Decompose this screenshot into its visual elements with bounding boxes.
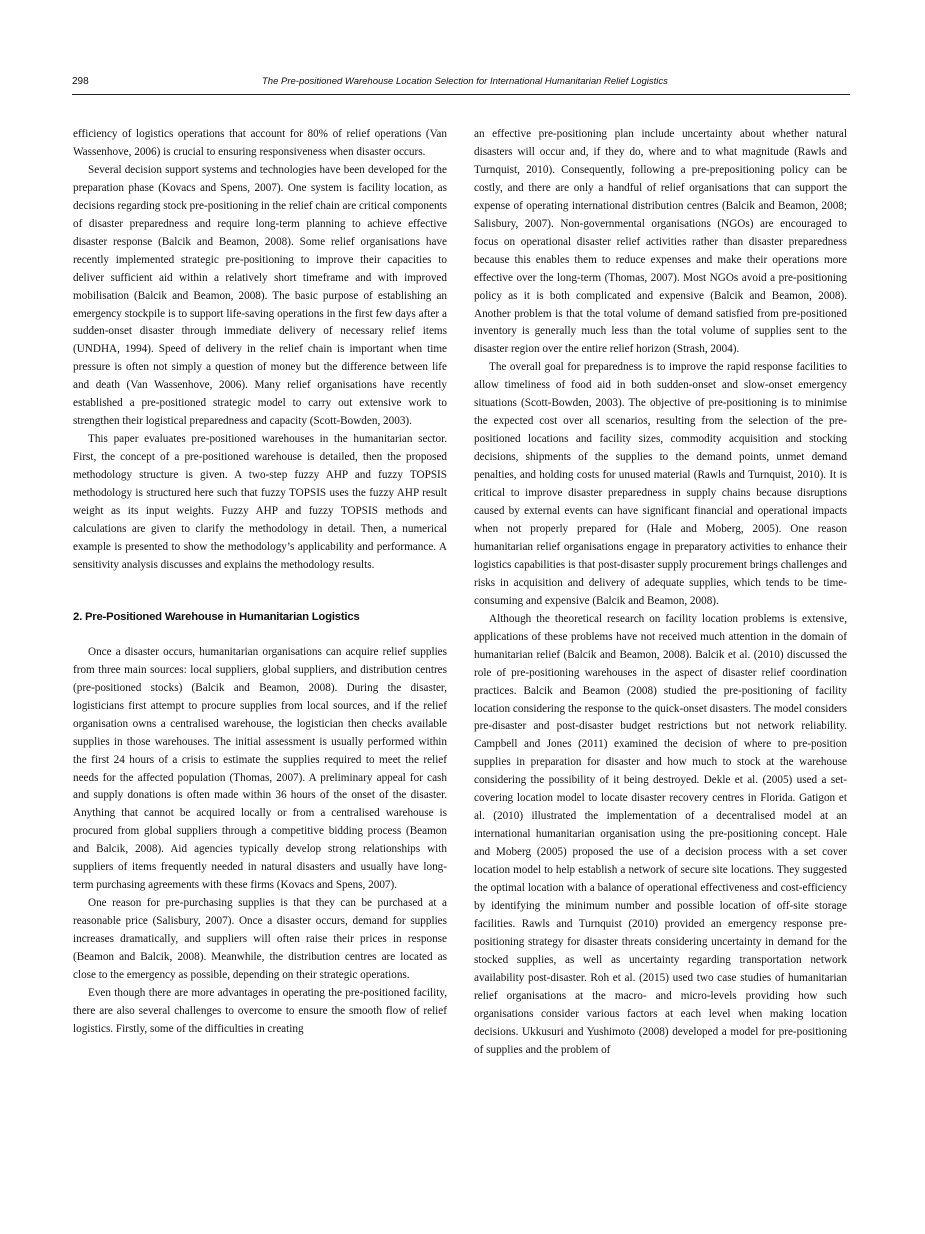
left-column bbox=[73, 126, 447, 1039]
page-header bbox=[72, 72, 850, 95]
paragraph: One reason for pre-purchasing supplies is that they can be purchased at a reasonable price (Salisbury, 2007). Once a disaster occurs, demand for supplies increases dramatically, and suppliers will often raise their prices in response (Beamon and Balcik, 2008). Meanwhile, the distribution centres are located as close to the emergency as possible, depending on their strategic operations. bbox=[73, 897, 447, 981]
paragraph: an effective pre-positioning plan include uncertainty about whether natural disasters will occur and, if they do, where and to what magnitude (Rawls and Turnquist, 2010). Consequently, following a pre-prepositioning policy can be costly, and there are only a handful of relief organisations that can support the expense of operating international distribution centres (Balcik and Beamon, 2008; Salisbury, 2007). Non-governmental organisations (NGOs) are encouraged to focus on operational disaster relief activities rather than disaster preparedness because this enables them to reduce expenses and make their operations more effective over the long-term (Thomas, 2007). Most NGOs avoid a pre-positioning policy as it is both complicated and expensive (Balcik and Beamon, 2008). Another problem is that the total volume of demand satisfied from pre-positioned inventory is generally much less than the total volume of supplies sent to the disaster region over the entire relief horizon (Strash, 2004). bbox=[474, 128, 847, 356]
paragraph: Several decision support systems and technologies have been developed for the preparation phase (Kovacs and Spens, 2007). One system is facility location, as decisions regarding stock pre-positioning in the relief chain are critical components of disaster preparedness and require long-term planning to achieve effective disaster response (Balcik and Beamon, 2008). Some relief organisations have recently implemented strategic pre-positioning to improve their capacities to deliver sufficient aid within a relatively short timeframe and with improved mobilisation (Balcik and Beamon, 2008). The basic purpose of establishing an emergency stockpile is to support life-saving operations in the first few days after a sudden-onset disaster through immediate delivery of necessary relief items (UNDHA, 1994). Speed of delivery in the relief chain is important when time pressure is often not simply a question of money but the difference between life and death (Van Wassenhove, 2006). Many relief organisations have recently established a pre-positioned strategic model to carry out extensive work to strengthen their logistical preparedness and capacity (Scott-Bowden, 2003). bbox=[73, 163, 447, 428]
page-number: 298 bbox=[72, 76, 89, 87]
paragraph: The overall goal for preparedness is to improve the rapid response facilities to allow timeliness of food aid in both sudden-onset and slow-onset emergency situations (Scott-Bowden, 2003). The objective of pre-positioning is to minimise the expected cost over all scenarios, resulting from the selection of the pre-positioned locations and facility sizes, commodity acquisition and stocking decisions, shipments of the supplies to the demand points, unmet demand penalties, and holding costs for unused material (Rawls and Turnquist, 2010). It is critical to improve disaster preparedness in supply chains because disruptions caused by external events can have significant financial and operational impacts when not properly prepared for (Hale and Moberg, 2005). One reason humanitarian relief organisations engage in preparatory activities to enhance their logistics capabilities is that post-disaster supply procurement brings challenges and risks in acquisition and delivery of adequate supplies, which tends to be time-consuming and expensive (Balcik and Beamon, 2008). bbox=[474, 361, 847, 607]
paragraph: Although the theoretical research on facility location problems is extensive, applications of these problems have not received much attention in the domain of humanitarian relief (Balcik and Beamon, 2008). Balcik et al. (2010) discussed the role of pre-positioning warehouses in the aspect of disaster relief coordination practices. Balcik and Beamon (2008) studied the pre-positioning of facility location considering the response to the quick-onset disasters. The model considers pre-disaster and post-disaster budget restrictions but not network reliability. Campbell and Jones (2011) examined the decision of where to pre-position supplies in preparation for disaster and how much to stock at the warehouse considering the possibility of it being destroyed. Dekle et al. (2005) used a set-covering location model to locate disaster recovery centres in Florida. Gatigon et al. (2010) illustrated the implementation of a decentralised model at an international humanitarian organisation using the pre-positioning concept. Hale and Moberg (2005) proposed the use of a decision process with a set cover location model to help establish a network of secure site locations. They suggested the optimal location with a balance of operational effectiveness and cost-efficiency by identifying the minimum number and possible location of off-site storage facilities. Rawls and Turnquist (2010) provided an emergency response pre-positioning strategy for disaster threats considering uncertainty in demand for the stocked supplies, as well as uncertainty regarding transportation network availability post-disaster. Roh et al. (2015) used two case studies of humanitarian relief organisations at the macro- and micro-levels providing how such organisations consider various factors at each level when making location decisions. Ukkusuri and Yushimoto (2008) developed a model for pre-positioning of supplies and the problem of bbox=[474, 612, 847, 1056]
paragraph: efficiency of logistics operations that account for 80% of relief operations (Van Wassenhove, 2006) is crucial to ensuring responsiveness when disaster occurs. bbox=[73, 128, 447, 158]
right-column bbox=[474, 126, 847, 1060]
running-title: The Pre-positioned Warehouse Location Selection for International Humanitarian Relief Logistics bbox=[262, 76, 668, 87]
paragraph: Once a disaster occurs, humanitarian organisations can acquire relief supplies from three main sources: local suppliers, global suppliers, and distribution centres (pre-positioned stocks) (Balcik and Beamon, 2008). During the disaster, logisticians first attempt to procure supplies from local sources, and if the relief organisation owns a centralised warehouse, the logistician then checks available supplies in those warehouses. The initial assessment is usually performed within the first 24 hours of a crisis to estimate the supplies required to meet the relief needs for the affected population (Thomas, 2007). A preliminary appeal for cash and supply donations is often made within 36 hours of the onset of the disaster. Anything that cannot be acquired locally or from a centralised warehouse is procured from global suppliers through a competitive bidding process (Beamon and Balcik, 2008). Aid agencies typically develop strong relationships with suppliers of items frequently needed in natural disasters and usually have long-term purchasing agreements with these firms (Kovacs and Spens, 2007). bbox=[73, 645, 447, 892]
paragraph: Even though there are more advantages in operating the pre-positioned facility, there are also several challenges to overcome to ensure the smooth flow of relief logistics. Firstly, some of the difficulties in creating bbox=[73, 986, 447, 1035]
paragraph: This paper evaluates pre-positioned warehouses in the humanitarian sector. First, the concept of a pre-positioned warehouse is detailed, then the proposed methodology structure is given. A two-step fuzzy AHP and fuzzy TOPSIS methodology is structured here such that fuzzy TOPSIS uses the fuzzy AHP result weight as its input weights. Fuzzy AHP and fuzzy TOPSIS methods and calculations are given to clarify the methodology in detail. Then, a numerical example is presented to show the methodology’s applicability and performance. A sensitivity analysis discusses and explains the methodology results. bbox=[73, 433, 447, 571]
section-heading: 2. Pre-Positioned Warehouse in Humanitarian Logistics bbox=[73, 610, 360, 623]
